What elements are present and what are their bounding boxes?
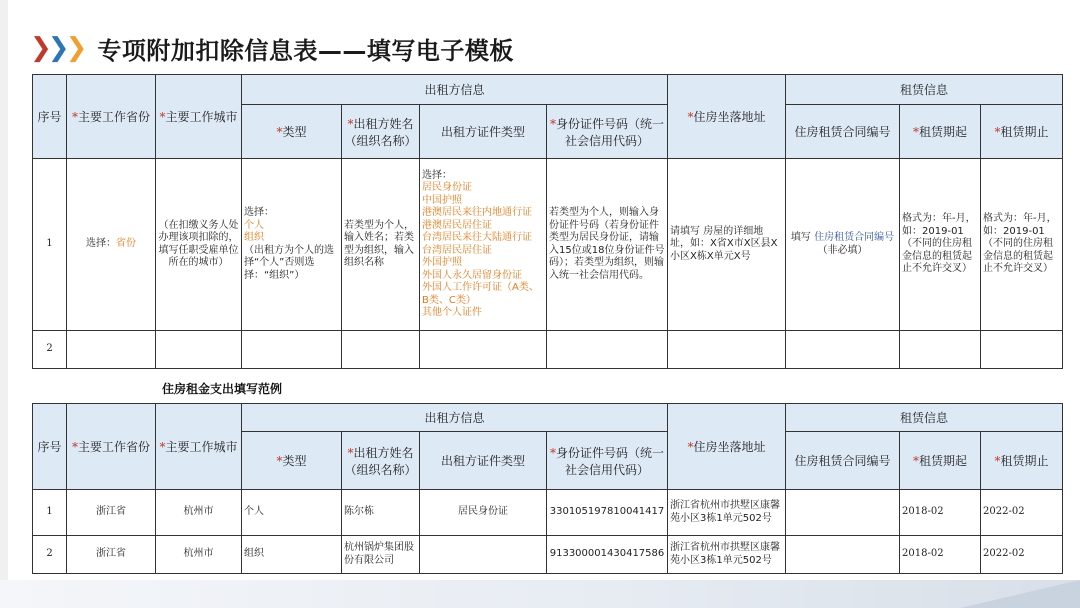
header-province: *主要工作省份 xyxy=(67,75,156,159)
chevron-right-icon: ❯ xyxy=(30,33,52,63)
header-lease-group: 租赁信息 xyxy=(786,404,1063,432)
cell-seq: 1 xyxy=(33,490,67,536)
template-row xyxy=(33,159,1063,331)
cell-lease-end: 格式为：年-月，如：2019-01（不同的住房租金信息的租赁起止不允许交叉） xyxy=(981,159,1063,331)
cell-cert-type xyxy=(420,536,547,574)
header-seq: 序号 xyxy=(33,75,67,159)
header-lease-end: *租赁期止 xyxy=(981,432,1063,490)
cell-name: 陈尔栋 xyxy=(342,490,420,536)
header-address: *住房坐落地址 xyxy=(668,404,786,490)
header-type: *类型 xyxy=(242,105,342,159)
header-id-number: *身份证件号码（统一社会信用代码） xyxy=(547,105,668,159)
cell-lease-start: 格式为：年-月，如：2019-01（不同的住房租金信息的租赁起止不允许交叉） xyxy=(900,159,981,331)
cell-id-number: 330105197810041417 xyxy=(547,490,668,536)
cell-province: 选择：省份 xyxy=(67,159,156,331)
header-seq: 序号 xyxy=(33,404,67,490)
cell-city: 杭州市 xyxy=(156,536,242,574)
cell-seq: 1 xyxy=(33,159,67,331)
header-cert-type: 出租方证件类型 xyxy=(420,432,547,490)
cell-contract-no: 填写 住房租赁合同编号 （非必填） xyxy=(786,159,900,331)
header-lease-start: *租赁期起 xyxy=(900,105,981,159)
header-lessor-group: 出租方信息 xyxy=(242,75,668,105)
cell-seq: 2 xyxy=(33,331,67,369)
left-stripe xyxy=(0,0,8,608)
cell-lease-end: 2022-02 xyxy=(981,536,1063,574)
cell-lease-start: 2018-02 xyxy=(900,536,981,574)
cell-contract-no xyxy=(786,536,900,574)
cell-cert-type: 居民身份证 xyxy=(420,490,547,536)
cell-address: 浙江省杭州市拱墅区康馨苑小区3栋1单元502号 xyxy=(668,490,786,536)
cell-id-number: 913300001430417586 xyxy=(547,536,668,574)
cell-city: （在扣缴义务人处办理该项扣除的，填写任职受雇单位所在的城市） xyxy=(156,159,242,331)
cell-address: 浙江省杭州市拱墅区康馨苑小区3栋1单元502号 xyxy=(668,536,786,574)
cell-type: 个人 xyxy=(242,490,342,536)
page-header xyxy=(30,28,514,68)
cell-type: 组织 xyxy=(242,536,342,574)
cell-lease-end: 2022-02 xyxy=(981,490,1063,536)
cell-name: 若类型为个人，输入姓名；若类型为组织，输入组织名称 xyxy=(342,159,420,331)
header-id-number: *身份证件号码（统一社会信用代码） xyxy=(547,432,668,490)
chevron-icons xyxy=(30,33,88,63)
cell-province: 浙江省 xyxy=(67,536,156,574)
header-lease-start: *租赁期起 xyxy=(900,432,981,490)
cell-name: 杭州锅炉集团股份有限公司 xyxy=(342,536,420,574)
header-contract-no: 住房租赁合同编号 xyxy=(786,432,900,490)
header-city: *主要工作城市 xyxy=(156,404,242,490)
example-section-label: 住房租金支出填写范例 xyxy=(162,382,283,396)
cell-province: 浙江省 xyxy=(67,490,156,536)
header-lessor-group: 出租方信息 xyxy=(242,404,668,432)
header-lease-end: *租赁期止 xyxy=(981,105,1063,159)
chevron-right-icon: ❯ xyxy=(47,33,70,63)
chevron-right-icon: ❯ xyxy=(65,33,88,63)
header-city: *主要工作城市 xyxy=(156,75,242,159)
footer-band xyxy=(0,580,1080,608)
template-row-empty xyxy=(33,331,1063,369)
cell-contract-no xyxy=(786,490,900,536)
header-name: *出租方姓名（组织名称） xyxy=(342,105,420,159)
example-row xyxy=(33,490,1063,536)
page-title: 专项附加扣除信息表——填写电子模板 xyxy=(97,36,514,65)
header-name: *出租方姓名（组织名称） xyxy=(342,432,420,490)
cell-lease-start: 2018-02 xyxy=(900,490,981,536)
cell-city: 杭州市 xyxy=(156,490,242,536)
header-type: *类型 xyxy=(242,432,342,490)
template-table xyxy=(32,74,1063,369)
cell-seq: 2 xyxy=(33,536,67,574)
cell-address: 请填写 房屋的详细地址，如：X省X市X区县X小区X栋X单元X号 xyxy=(668,159,786,331)
header-address: *住房坐落地址 xyxy=(668,75,786,159)
header-contract-no: 住房租赁合同编号 xyxy=(786,105,900,159)
example-table xyxy=(32,403,1063,574)
cell-type: 选择： 个人 组织 （出租方为个人的选择“个人”否则选择：“组织”） xyxy=(242,159,342,331)
example-row xyxy=(33,536,1063,574)
cell-id-number: 若类型为个人，则输入身份证件号码（若身份证件类型为居民身份证，请输入15位或18位身份证件号码）；若类型为组织，则输入统一社会信用代码。 xyxy=(547,159,668,331)
header-cert-type: 出租方证件类型 xyxy=(420,105,547,159)
cell-cert-type: 选择： 居民身份证 中国护照 港澳居民来往内地通行证 港澳居民居住证 台湾居民来往大陆通行证 台湾居民居住证 外国护照 外国人永久居留身份证 外国人工作许可证（A类、B类、C类） 其他个人证件 xyxy=(420,159,547,331)
header-lease-group: 租赁信息 xyxy=(786,75,1063,105)
header-province: *主要工作省份 xyxy=(67,404,156,490)
